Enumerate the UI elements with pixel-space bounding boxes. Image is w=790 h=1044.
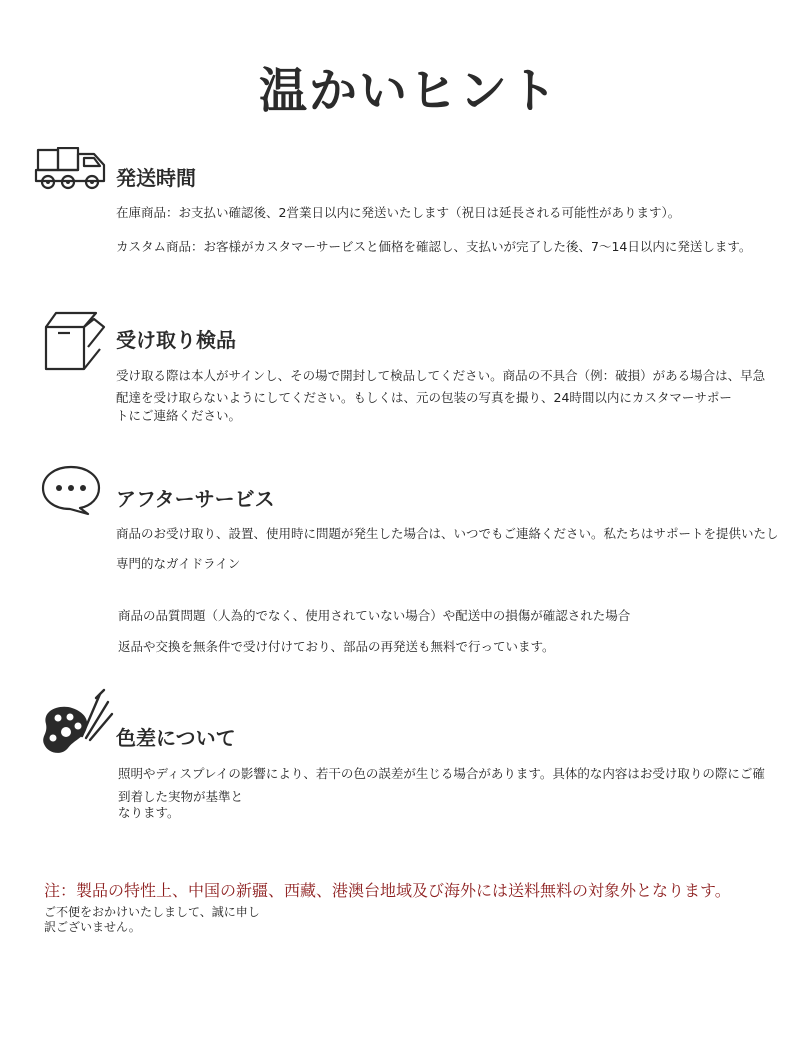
truck-icon xyxy=(34,147,112,191)
aftersales-text-line-1: 商品のお受け取り、設置、使用時に問題が発生した場合は、いつでもご連絡ください。私たちはサポートを提供いたし xyxy=(116,526,779,541)
receipt-text-line-2: 配達を受け取らないようにしてください。もしくは、元の包装の写真を撮り、24時間以内にカスタマーサポー xyxy=(116,390,732,405)
aftersales-text-line-4: 返品や交換を無条件で受け付けており、部品の再発送も無料で行っています。 xyxy=(118,639,555,654)
apology-line-1: ご不便をおかけいたしまして、誠に申し xyxy=(44,905,260,919)
chat-bubble-icon xyxy=(40,464,102,516)
shipping-stock-text: 在庫商品：お支払い確認後、2営業日以内に発送いたします（祝日は延長される可能性があります）。 xyxy=(116,205,681,220)
palette-icon xyxy=(38,688,116,758)
shipping-exclusion-note: 注：製品の特性上、中国の新疆、西藏、港澳台地域及び海外には送料無料の対象外となります。 xyxy=(44,881,731,900)
receipt-text-line-3: トにご連絡ください。 xyxy=(116,408,242,423)
apology-line-2: 訳ございません。 xyxy=(44,920,141,934)
receipt-heading: 受け取り検品 xyxy=(116,328,236,352)
color-text-line-2: 到着した実物が基準と xyxy=(118,789,244,804)
aftersales-text-line-2: 専門的なガイドライン xyxy=(116,556,241,571)
page-title: 温かいヒント xyxy=(258,63,559,119)
shipping-custom-text: カスタム商品：お客様がカスタマーサービスと価格を確認し、支払いが完了した後、7〜14日以内に発送します。 xyxy=(116,239,752,254)
box-icon xyxy=(40,311,112,373)
color-heading: 色差について xyxy=(116,726,236,750)
aftersales-text-line-3: 商品の品質問題（人為的でなく、使用されていない場合）や配送中の損傷が確認された場合 xyxy=(118,608,631,623)
receipt-text-line-1: 受け取る際は本人がサインし、その場で開封して検品してください。商品の不具合（例：破損）がある場合は、早急 xyxy=(116,368,766,383)
color-text-line-3: なります。 xyxy=(118,805,180,820)
color-text-line-1: 照明やディスプレイの影響により、若干の色の誤差が生じる場合があります。具体的な内容はお受け取りの際にご確 xyxy=(118,766,765,781)
aftersales-heading: アフターサービス xyxy=(116,487,275,511)
shipping-heading: 発送時間 xyxy=(116,166,196,190)
